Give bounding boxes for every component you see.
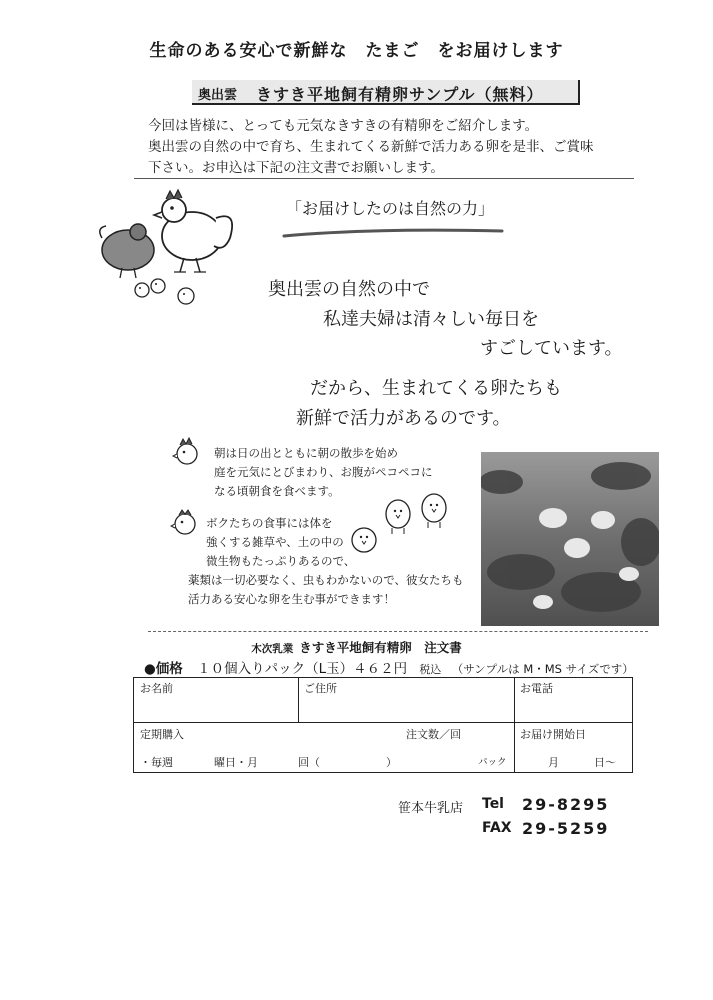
shop-name: 笹本牛乳店: [398, 801, 464, 816]
message-line: 私達夫婦は清々しい毎日を: [323, 309, 539, 330]
paragraph-line: なる頃朝食を食べます。: [214, 484, 340, 498]
message-line: だから、生まれてくる卵たちも: [310, 378, 562, 399]
paragraph-line: 朝は日の出とともに朝の散歩を始め: [214, 446, 398, 460]
brush-stroke: [282, 226, 504, 242]
order-maker: 木次乳業: [251, 643, 294, 655]
form-divider: [514, 722, 515, 772]
name-field-label: お名前: [140, 682, 173, 695]
order-title-text: きすき平地飼有精卵 注文書: [299, 640, 462, 655]
paragraph-line: 薬類は一切必要なく、虫もわかないので、彼女たちも: [188, 573, 464, 587]
price-line: [144, 657, 634, 677]
form-divider: [514, 678, 515, 722]
order-form-title: [0, 638, 713, 656]
quote-heading: 「お届けしたのは自然の力」: [286, 199, 495, 218]
start-date-label: お届け開始日: [520, 728, 586, 741]
divider: [134, 178, 634, 179]
paragraph-line: 庭を元気にとびまわり、お腹がペコペコに: [214, 465, 433, 479]
weekday-month-option: 曜日・月: [214, 756, 258, 769]
headline: 生命のある安心で新鮮な たまご をお届けします: [149, 41, 564, 61]
subtitle-title: きすき平地飼有精卵サンプル（無料）: [256, 85, 544, 104]
month-unit: 月: [548, 756, 559, 769]
paragraph-line: 微生物もたっぷりあるので、: [206, 554, 356, 568]
subtitle-region: 奥出雲: [198, 88, 238, 103]
rooster-head-icon: [172, 436, 202, 468]
chicks-illustration: [348, 492, 458, 556]
tel-label: Tel: [482, 796, 504, 812]
form-divider: [298, 678, 299, 722]
quantity-label: 注文数／回: [406, 728, 461, 741]
paragraph-line: ボクたちの食事には体を: [206, 516, 333, 530]
sample-note: （サンプルは M・MS サイズです）: [451, 662, 634, 676]
paragraph-line: 強くする雑草や、土の中の: [206, 535, 344, 549]
message-line: すごしています。: [480, 338, 623, 359]
price-desc: １０個入りパック（L玉）４６２円: [197, 661, 408, 677]
weekly-option: ・毎週: [140, 756, 173, 769]
message-line: 奥出雲の自然の中で: [268, 279, 430, 300]
times-option: 回（ ）: [298, 756, 397, 769]
hen-head-icon: [170, 506, 200, 538]
intro-line: 下さい。お申込は下記の注文書でお願いします。: [148, 160, 444, 176]
order-form-table: [133, 677, 633, 773]
day-unit: 日〜: [594, 756, 616, 769]
fax-label: FAX: [482, 820, 512, 836]
form-divider: [134, 722, 632, 723]
intro-line: 奥出雲の自然の中で育ち、生まれてくる新鮮で活力ある卵を是非、ご賞味: [148, 139, 594, 155]
tel-number: 29-8295: [522, 795, 610, 814]
chicken-photo: [481, 452, 659, 626]
phone-field-label: お電話: [520, 682, 553, 695]
intro-line: 今回は皆様に、とっても元気なきすきの有精卵をご紹介します。: [148, 118, 539, 134]
chicken-illustration: [92, 188, 272, 316]
message-line: 新鮮で活力があるのです。: [296, 408, 511, 429]
tax-label: 税込: [419, 663, 442, 676]
price-label: ●価格: [144, 661, 183, 677]
intro-text: [148, 116, 648, 179]
pack-unit: パック: [478, 757, 507, 768]
fax-number: 29-5259: [522, 819, 610, 838]
cut-line: [148, 631, 648, 632]
paragraph-line: 活力ある安心な卵を生む事ができます！: [188, 592, 395, 606]
address-field-label: ご住所: [304, 682, 337, 695]
regular-purchase-label: 定期購入: [140, 728, 184, 741]
